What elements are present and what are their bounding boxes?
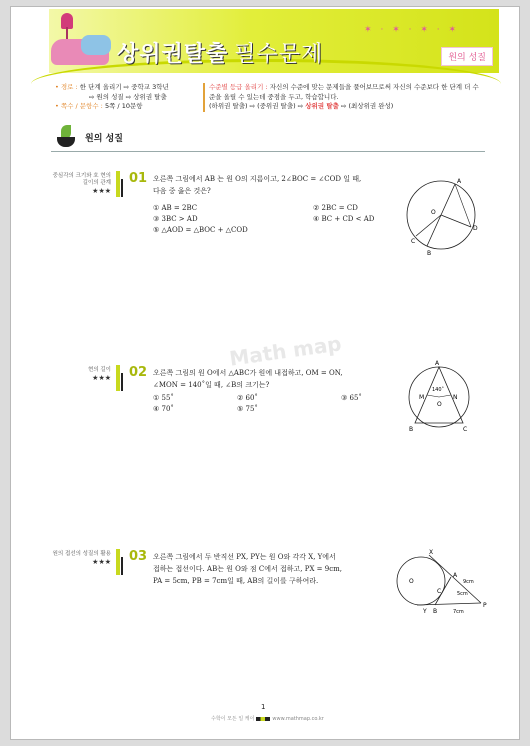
route-text: 한 단계 올리기 ⇨ 중학교 3학년 [79, 83, 169, 91]
problem-number: 01 [129, 171, 148, 186]
worksheet-page [10, 6, 520, 740]
footer-bars-icon [256, 717, 270, 721]
problem-text-line: 오른쪽 그림에서 AB 는 원 O의 지름이고, 2∠BOC = ∠COD 일 때, [153, 175, 362, 183]
problem-tag-text: 현의 길이 [87, 367, 111, 373]
problem-tag-text: 원의 접선의 성질의 활용 [52, 551, 111, 557]
problem-tag-text: 중심각의 크기와 호 현의 길이의 관계 [52, 173, 111, 186]
choice-4[interactable]: ④ BC + CD < AD [313, 215, 375, 223]
choice-2[interactable]: ② 2BC = CD [313, 204, 358, 212]
fig2-label-C: C [463, 426, 468, 433]
fig3-label-B: B [433, 608, 438, 615]
fig3-label-O: O [409, 578, 414, 585]
accent-bar-dark [121, 557, 123, 575]
choices [153, 203, 393, 236]
choice-2[interactable]: ② 60˚ [237, 394, 258, 402]
fig2-label-N: N [453, 394, 458, 401]
cushion-illustration [81, 35, 111, 55]
fig1-label-O: O [431, 209, 436, 216]
problem-text [153, 173, 393, 197]
route-text2: ⇨ 원의 성질 ⇨ 상위권 탈출 [89, 92, 167, 101]
problem-text-line: ∠MON = 140˚일 때, ∠B의 크기는? [153, 381, 270, 389]
fig3-label-5cm: 5cm [457, 591, 468, 597]
levels-prefix: (하위권 탈출) ⇨ (중위권 탈출) ⇨ [209, 102, 304, 110]
accent-bar-dark [121, 179, 123, 197]
fig3-label-A: A [453, 572, 458, 579]
footer-url[interactable]: www.mathmap.co.kr [272, 716, 324, 722]
problem-tag [51, 367, 111, 382]
footer-text: 수학이 모든 일 케이 [211, 716, 255, 722]
page-title [117, 37, 323, 68]
fig2-label-B: B [409, 426, 414, 433]
fig1-label-C: C [411, 238, 416, 245]
title-sub: 필수문제 [234, 42, 324, 67]
levels-highlight: 상위권 탈출 [305, 102, 339, 110]
problem-number: 03 [129, 549, 148, 564]
level-label: 수준별 등급 올리기 : [209, 83, 268, 91]
accent-bar [116, 549, 120, 575]
choice-1[interactable]: ① 55˚ [153, 394, 174, 402]
problem-tag [51, 173, 111, 195]
meta-left [55, 83, 185, 112]
choice-5[interactable]: ⑤ △AOD = △BOC + △COD [153, 226, 248, 234]
footer [211, 715, 324, 722]
topic-chip: 원의 성질 [441, 47, 493, 66]
choice-4[interactable]: ④ 70˚ [153, 405, 174, 413]
figure-circle-2 [405, 359, 475, 433]
title-main: 상위권탈출 [117, 42, 229, 67]
accent-bar [116, 365, 120, 391]
fig3-label-9cm: 9cm [463, 579, 474, 585]
section-divider [51, 151, 485, 152]
fig2-label-O: O [437, 401, 442, 408]
level-text: 자신의 수준에 맞는 문제들을 풀어보므로써 자신의 수준보다 한 단계 더 수준을 올릴 수 있는데 중점을 두고, 학습합니다. [209, 83, 479, 101]
problem-text-line: PA = 5cm, PB = 7cm일 때, AB의 길이를 구하여라. [153, 577, 319, 585]
fig1-label-D: D [473, 225, 478, 232]
accent-bar [116, 171, 120, 197]
meta-right [203, 83, 479, 112]
problem-text-line: 다음 중 옳은 것은? [153, 187, 211, 195]
count-text: 5쪽 / 10문항 [104, 102, 143, 110]
levels-suffix: ⇨ (최상위권 완성) [341, 102, 394, 110]
fig3-label-Y: Y [423, 608, 427, 615]
route-label: • 경로 : [55, 83, 78, 91]
figure-circle-1 [403, 173, 479, 257]
page-number: 1 [261, 703, 266, 711]
fig3-label-7cm: 7cm [453, 609, 464, 615]
fig2-label-A: A [435, 360, 440, 367]
choice-1[interactable]: ① AB = 2BC [153, 204, 198, 212]
problem-text-line: 접하는 접선이다. AB는 원 O와 점 C에서 접하고, PX = 9cm, [153, 565, 342, 573]
fig2-label-M: M [419, 394, 425, 401]
problem-text [153, 551, 393, 587]
plant-icon [53, 125, 79, 147]
choices [153, 393, 393, 415]
difficulty-stars: ★★★ [92, 374, 111, 382]
difficulty-stars: ★★★ [92, 187, 111, 195]
choice-3[interactable]: ③ 3BC > AD [153, 215, 198, 223]
fig1-label-B: B [427, 250, 432, 257]
count-label: • 쪽수 / 문항수 : [55, 102, 103, 110]
difficulty-stars: ★★★ [92, 558, 111, 566]
problem-number: 02 [129, 365, 148, 380]
fig3-label-X: X [429, 549, 434, 556]
problem-text-line: 오른쪽 그림의 원 O에서 △ABC가 원에 내접하고, OM = ON, [153, 369, 343, 377]
choice-5[interactable]: ⑤ 75˚ [237, 405, 258, 413]
figure-tangent-3 [395, 547, 491, 617]
problem-text [153, 367, 393, 391]
fig3-label-P: P [483, 602, 487, 609]
accent-bar-dark [121, 373, 123, 391]
choice-3[interactable]: ③ 65˚ [341, 394, 362, 402]
fig3-label-C: C [437, 588, 442, 595]
section-title: 원의 성질 [85, 134, 123, 144]
watermark: Math map [227, 331, 343, 371]
fig2-label-angle: 140˚ [432, 387, 445, 393]
problem-text-line: 오른쪽 그림에서 두 반직선 PX, PY는 원 O와 각각 X, Y에서 [153, 553, 336, 561]
fig1-label-A: A [457, 178, 462, 185]
problem-tag [51, 551, 111, 566]
decorative-dots: ✶ · ✶ · ✶ · ✶ [364, 25, 459, 35]
